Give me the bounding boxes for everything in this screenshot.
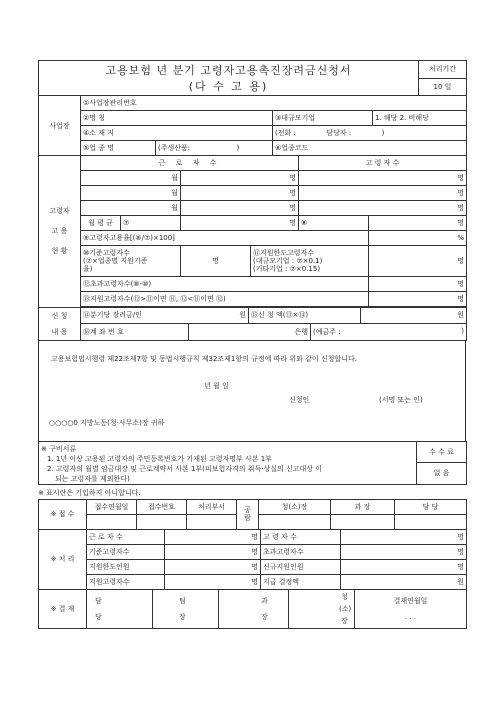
statement-text: 고용보험법시행령 제22조제7항 및 동법시행규칙 제32조제1항의 규정에 따라 위와 같이 신청합니다. (51, 354, 357, 363)
proc-payment-cell[interactable]: 원 (341, 574, 467, 589)
quarter-subsidy-label (81, 307, 249, 324)
support-count-label: ⑬지원고령자수(⑫>⑪이면 ⑪, ⑫<⑪이면 ⑫) (81, 292, 369, 307)
receipt-no-header: 접수번호 (137, 499, 187, 514)
employment-label-a: 고령자 (49, 207, 70, 216)
quarter-won: 원 (239, 311, 246, 320)
month-cell[interactable]: 월 (81, 186, 181, 201)
office-note: ※ 표시란은 기입하지 아니합니다. (38, 488, 141, 497)
proc-workers-label: 근 로 자 수 (87, 529, 165, 544)
month-row (39, 201, 467, 216)
business-table (38, 95, 467, 156)
industry-code-field[interactable]: ⑥업종코드 (273, 141, 467, 156)
public-b: 람 (244, 514, 251, 522)
cheong-a: 청 (341, 592, 348, 601)
title-line2: (다 수 고 용) (188, 80, 269, 93)
chief-cell[interactable] (259, 514, 331, 529)
dang-text: 당 (95, 612, 102, 621)
standard-count-cell[interactable]: 명 (181, 246, 251, 277)
large-company-options[interactable]: 1. 해당 2. 비해당 (373, 111, 467, 126)
gwa-text: 과 (261, 596, 268, 605)
std-line-a: ⑩기준고령자수 (83, 249, 130, 257)
docs-table (38, 441, 467, 485)
docs-item2b: 되는 고령자를 제외한다) (55, 474, 130, 483)
excess-count-cell[interactable]: 명 (369, 277, 467, 292)
apply-section-label (39, 307, 81, 340)
employment-label-c: 현 황 (51, 247, 68, 256)
proc-support-label: 지원고령자수 (87, 574, 165, 589)
month-row (39, 171, 467, 186)
office-approval-table (38, 589, 467, 629)
elderly-count-header: 고 령 자 수 (299, 156, 467, 171)
average-label: 월 평 균 (81, 216, 121, 231)
limit-line-b: (대규모기업 : ⑦×0.1) (253, 257, 323, 265)
avg-workers-mark: ⑦ (121, 216, 181, 231)
address-field[interactable]: ④소 재 지 (81, 126, 273, 141)
statement-date[interactable]: 년 월 일 (204, 381, 229, 390)
worker-count-cell[interactable]: 명 (181, 171, 299, 186)
avg-workers-cell[interactable]: 명 (181, 216, 299, 231)
addressee: ○○○○0 지방노동(청·사무소)장 귀하 (49, 418, 165, 427)
receipt-label: ※ 접 수 (39, 499, 87, 529)
section-chief-header: 과 장 (331, 499, 395, 514)
std-line-b: (⑦×업종별 지원기준 (83, 257, 148, 265)
processing-label: 처리기간 (419, 61, 467, 79)
docs-item1: 1. 1년 이상 고용된 고령자의 주민등록번호가 기재된 고령자명부 사본 1부 (47, 454, 272, 463)
support-count-cell[interactable]: 명 (369, 292, 467, 307)
standard-count-label (81, 246, 181, 277)
avg-elderly-cell[interactable]: 명 (369, 216, 467, 231)
approval-team-cell[interactable] (153, 589, 219, 628)
account-holder-field[interactable] (311, 324, 467, 341)
title-line1: 고용보험 년 분기 고령자고용촉진장려금신청서 (105, 64, 352, 77)
std-line-c: 율) (83, 265, 93, 273)
main-product-field[interactable] (156, 141, 273, 156)
approval-section-label: ※ 결 재 (39, 589, 87, 628)
proc-std-label: 기준고령자수 (87, 544, 165, 559)
signature-field[interactable]: (서명 또는 인) (379, 395, 423, 404)
proc-limit-label: 지원한도인원 (87, 559, 165, 574)
gwa-jang-text: 장 (261, 612, 268, 621)
title-table (38, 60, 467, 96)
employment-rate-cell[interactable]: % (369, 231, 467, 246)
approval-staff-cell[interactable] (87, 589, 153, 628)
public-label (237, 499, 259, 529)
bank-field[interactable]: 은행 (189, 324, 311, 341)
reg-no-field[interactable]: ①사업장관리번호 (81, 96, 467, 111)
form-title (39, 61, 419, 96)
receipt-date-cell[interactable] (87, 514, 137, 529)
worker-count-cell[interactable]: 명 (181, 201, 299, 216)
quarter-label-text: ⑭분기당 장려금/인 (83, 311, 142, 320)
dept-cell[interactable] (187, 514, 237, 529)
statement-box (38, 341, 466, 442)
cheong-c: 장 (341, 616, 348, 625)
chief-header: 청(소)장 (259, 499, 331, 514)
proc-new-support-cell[interactable]: 명 (341, 559, 467, 574)
proc-elderly-label: 고 령 자 수 (261, 529, 341, 544)
limit-count-label (251, 246, 369, 277)
apply-amount-cell[interactable]: 원 (361, 307, 467, 324)
applicant-label: 신청인 (289, 395, 310, 404)
employment-section-label (39, 156, 81, 308)
main-product-label: (주생산품: (158, 144, 191, 152)
employment-rate-label: ⑨고령자고용율[(⑧/⑦)×100] (81, 231, 369, 246)
month-cell[interactable]: 월 (81, 171, 181, 186)
public-a: 공 (244, 506, 251, 514)
approval-date-cell[interactable] (355, 589, 467, 628)
avg-elderly-mark: ⑧ (299, 216, 369, 231)
staff-header: 담 당 (395, 499, 467, 514)
tim-text: 팀 (179, 596, 186, 605)
business-name-field[interactable]: ②명 칭 (81, 111, 273, 126)
proc-excess-cell[interactable]: 명 (341, 544, 467, 559)
large-company-label: ③대규모기업 (273, 111, 373, 126)
proc-excess-label: 초과고령자수 (261, 544, 341, 559)
holder-label: (예금주 : (313, 327, 341, 336)
average-row (39, 216, 467, 231)
apply-table (38, 307, 467, 341)
worker-count-cell[interactable]: 명 (181, 186, 299, 201)
contact-label: 담당자 : (326, 129, 352, 137)
required-docs (39, 441, 417, 484)
month-row (39, 186, 467, 201)
dam-text: 담 (95, 596, 102, 605)
account-label: ⑯계 좌 번 호 (81, 324, 189, 341)
proc-elderly-cell[interactable]: 명 (341, 529, 467, 544)
elderly-count-cell[interactable]: 명 (299, 201, 467, 216)
phone-contact[interactable] (273, 126, 467, 141)
elderly-count-cell[interactable]: 명 (299, 186, 467, 201)
receipt-date-header: 접수연월일 (87, 499, 137, 514)
processing-section-label: ※ 처 리 (39, 529, 87, 589)
proc-new-support-label: 신규지원인원 (261, 559, 341, 574)
month-cell[interactable]: 월 (81, 201, 181, 216)
industry-label: ⑤업 종 명 (81, 141, 156, 156)
tim-jang-text: 장 (179, 612, 186, 621)
elderly-count-cell[interactable]: 명 (299, 171, 467, 186)
office-receipt-table (38, 499, 467, 530)
section-chief-cell[interactable] (331, 514, 395, 529)
apply-label-b: 내 용 (51, 327, 68, 336)
proc-support-cell[interactable]: 명 (165, 574, 261, 589)
approval-chief-cell[interactable] (289, 589, 355, 628)
proc-workers-cell[interactable]: 명 (165, 529, 261, 544)
receipt-no-cell[interactable] (137, 514, 187, 529)
approval-section-cell[interactable] (219, 589, 289, 628)
holder-close: ) (461, 326, 465, 335)
worker-count-header: 근 로 자 수 (81, 156, 299, 171)
cheong-b: (소) (339, 604, 352, 613)
main-product-close: ) (236, 144, 240, 152)
employment-label-b: 고 용 (51, 227, 68, 236)
apply-label-a: 신 청 (51, 311, 68, 320)
limit-count-cell[interactable]: 명 (369, 246, 467, 277)
close-paren: ) (381, 129, 385, 137)
limit-line-c: (기타기업 : ⑦×0.15) (253, 265, 321, 273)
limit-line-a: ⑪지원한도고령자수 (253, 249, 315, 257)
approval-date-label: 결재연월일 (393, 596, 428, 605)
fee-label: 수 수 료 (417, 441, 467, 463)
staff-cell[interactable] (395, 514, 467, 529)
approval-date-value: . . . (404, 612, 417, 621)
office-processing-table (38, 529, 467, 590)
apply-amount-label: ⑮신 청 액(⑬×⑭) (249, 307, 361, 324)
docs-title: ※ 구비서류 (41, 444, 77, 453)
dept-header: 처리부서 (187, 499, 237, 514)
excess-count-label: ⑫초과고령자수(⑧-⑩) (81, 277, 369, 292)
processing-value: 10 일 (419, 78, 467, 96)
application-form (38, 60, 466, 629)
fee-value: 없 음 (417, 463, 467, 485)
phone-label: (전화 : (275, 129, 296, 137)
employment-table (38, 155, 467, 308)
proc-std-cell[interactable]: 명 (165, 544, 261, 559)
business-section-label: 사업장 (39, 96, 81, 156)
proc-payment-label: 지급 결정액 (261, 574, 341, 589)
proc-limit-cell[interactable]: 명 (165, 559, 261, 574)
docs-item2: 2. 고령자의 월별 임금대장 및 근로계약서 사본 1부(피보험자격의 취득·상실의 신고대상 이 (47, 464, 323, 473)
